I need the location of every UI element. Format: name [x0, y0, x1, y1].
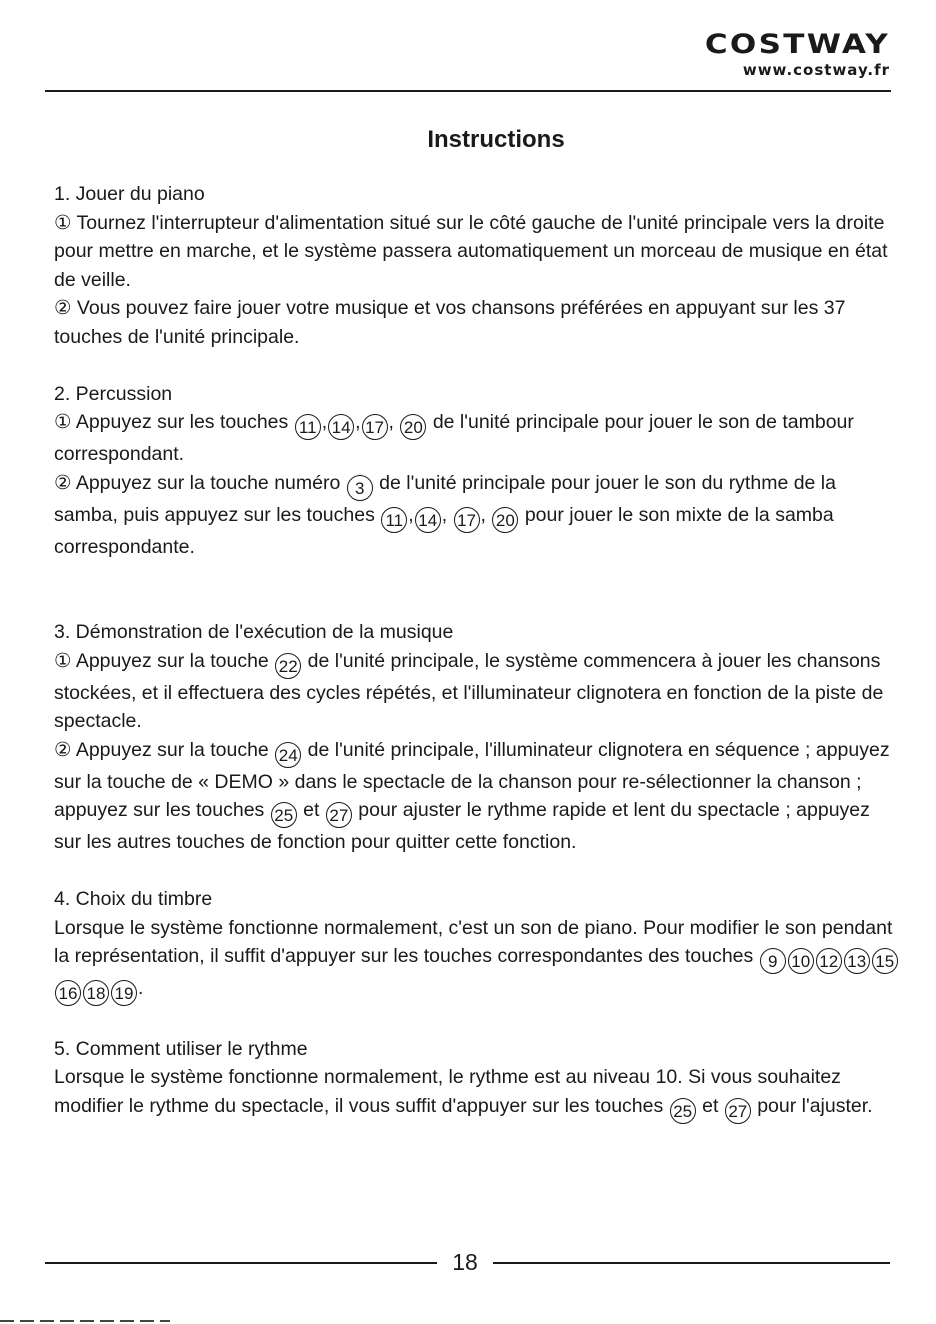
logo-wordmark: COSTWAY — [704, 29, 890, 60]
section-3-step-2 — [54, 736, 900, 857]
step-text: et — [702, 1094, 719, 1117]
key-badge: 18 — [83, 980, 109, 1006]
key-badge: 15 — [872, 948, 898, 974]
step-text: de l'unité principale, l'illuminateur clignotera en séquence ; appuyez sur la touche de « DEMO » dans le spectacle de la chanson pour re-sélectionner la chanson ; appuyez sur les touches — [54, 738, 890, 821]
section-1-heading: 1. Jouer du piano — [54, 183, 205, 205]
step-text: pour ajuster le rythme rapide et lent du spectacle ; appuyez sur les autres touches de fonction pour quitter cette fonction. — [54, 799, 870, 853]
key-badge: 22 — [275, 653, 301, 679]
print-edge-mark — [0, 1320, 170, 1322]
step-text: pour jouer le son mixte de la samba correspondante. — [54, 503, 834, 558]
step-text: pour l'ajuster. — [757, 1094, 873, 1117]
key-badge: 12 — [816, 948, 842, 974]
section-2-step-2: ② Appuyez sur la touche numéro 3 de l'unité principale pour jouer le son du rythme de la samba, puis appuyez sur les touches 11 , 14 , 17 , 20 pour jouer le son mixte de la samba correspondante. — [54, 471, 836, 558]
step-text: ② Appuyez sur la touche numéro — [54, 471, 341, 494]
section-5-heading: 5. Comment utiliser le rythme — [54, 1037, 308, 1060]
key-badge: 10 — [788, 948, 814, 974]
key-badge: 27 — [326, 802, 352, 828]
step-text: ② Appuyez sur la touche — [54, 738, 269, 761]
key-badge: 25 — [670, 1098, 696, 1124]
instructions-body — [54, 180, 900, 1124]
key-badge: 16 — [55, 980, 81, 1006]
key-badge: 27 — [725, 1098, 751, 1124]
step-text: de l'unité principale, le système commencera à jouer les chansons stockées, et il effectuera des cycles répétés, et l'illuminateur clignotera en fonction de la piste de spectacle. — [54, 649, 884, 732]
section-4-heading: 4. Choix du timbre — [54, 888, 213, 910]
section-4-body — [54, 914, 900, 1007]
section-3-step-1 — [54, 647, 900, 736]
key-badge: 17 — [454, 507, 480, 533]
key-badge: 20 — [400, 414, 426, 440]
step-text: Lorsque le système fonctionne normalement, le rythme est au niveau 10. Si vous souhaitez modifier le rythme du spectacle, il vous suffit d'appuyer sur les touches — [54, 1066, 841, 1117]
key-badge: 25 — [271, 802, 297, 828]
section-1-step-2: ② Vous pouvez faire jouer votre musique et vos chansons préférées en appuyant sur les 37 touches de l'unité principale. — [54, 297, 846, 348]
key-badge: 11 — [381, 507, 407, 533]
page-number: 18 — [452, 1249, 478, 1275]
key-badge: 14 — [328, 414, 354, 440]
key-badge: 9 — [760, 948, 786, 974]
key-badge: 3 — [347, 475, 373, 501]
step-text: et — [303, 799, 320, 821]
footer-divider-right — [493, 1262, 890, 1264]
key-badge: 19 — [111, 980, 137, 1006]
website-url: www.costway.fr — [742, 61, 890, 79]
step-text: ① Appuyez sur les touches — [54, 411, 289, 433]
step-text: Lorsque le système fonctionne normalement, c'est un son de piano. Pour modifier le son pendant la représentation, il suffit d'appuyer sur les touches correspondantes des touches — [54, 916, 893, 967]
key-badge: 14 — [415, 507, 441, 533]
key-badge: 11 — [295, 414, 321, 440]
header-divider — [45, 90, 891, 92]
step-text: . — [138, 977, 144, 999]
footer-divider-left — [45, 1262, 437, 1264]
key-badge: 17 — [362, 414, 388, 440]
key-badge: 20 — [492, 507, 518, 533]
section-2-heading: 2. Percussion — [54, 382, 173, 405]
step-text: de l'unité principale pour jouer le son du rythme de la samba, puis appuyez sur les touches — [54, 471, 836, 526]
section-1-step-1: ① Tournez l'interrupteur d'alimentation situé sur le côté gauche de l'unité principale vers la droite pour mettre en marche, et le système passera automatiquement un morceau de musique en état de veille. — [54, 211, 888, 291]
step-text: ① Appuyez sur la touche — [54, 649, 269, 672]
section-5-body — [54, 1063, 900, 1124]
page-title: Instructions — [427, 126, 565, 153]
key-badge: 24 — [275, 742, 301, 768]
section-3-heading: 3. Démonstration de l'exécution de la musique — [54, 621, 454, 643]
section-2-step-1: ① Appuyez sur les touches 11 , 14 , 17 , 20 de l'unité principale pour jouer le son de tambour correspondant. — [54, 411, 854, 465]
step-text: de l'unité principale pour jouer le son de tambour correspondant. — [54, 411, 854, 465]
brand-logo — [704, 29, 890, 80]
key-badge: 13 — [844, 948, 870, 974]
